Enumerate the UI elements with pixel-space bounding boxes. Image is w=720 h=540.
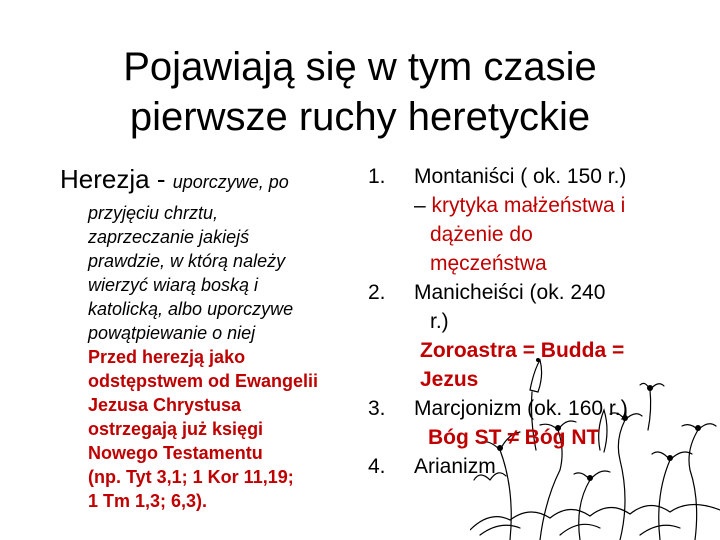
- list-line: r.): [430, 310, 449, 333]
- list-line-red: Bóg ST ≠ Bóg NT: [428, 426, 600, 449]
- term-label: Herezja -: [60, 164, 173, 194]
- new-testament-warning: [88, 345, 360, 513]
- list-number: 2.: [368, 281, 386, 304]
- definition-line: wierzyć wiarą boską i: [88, 275, 259, 295]
- list-item-manicheans: [368, 278, 708, 394]
- title-line-2: pierwsze ruchy heretyckie: [129, 95, 591, 139]
- warning-line: 1 Tm 1,3; 6,3).: [88, 491, 208, 511]
- list-line-red: dążenie do: [430, 223, 533, 246]
- list-line: – krytyka małżeństwa i: [414, 194, 626, 217]
- list-line: Montaniści ( ok. 150 r.): [414, 165, 627, 188]
- heresy-definition-block: [60, 162, 360, 513]
- list-line-red: Jezus: [420, 368, 479, 391]
- warning-line: (np. Tyt 3,1; 1 Kor 11,19;: [88, 467, 294, 487]
- definition-line: przyjęciu chrztu,: [88, 203, 219, 223]
- warning-line: Nowego Testamentu: [88, 443, 263, 463]
- list-item-arianism: [368, 452, 708, 481]
- list-line-red: krytyka małżeństwa i: [431, 194, 626, 217]
- heresy-list: [368, 162, 708, 481]
- list-number: 3.: [368, 397, 386, 420]
- list-line: Manicheiści (ok. 240: [414, 281, 606, 304]
- warning-line: odstępstwem od Ewangelii: [88, 371, 319, 391]
- list-line: Marcjonizm (ok. 160 r.): [414, 397, 628, 420]
- warning-line: ostrzegają już księgi: [88, 419, 264, 439]
- title-line-1: Pojawiają się w tym czasie: [123, 45, 597, 89]
- list-line: Arianizm: [414, 455, 496, 478]
- list-number: 4.: [368, 455, 386, 478]
- list-number: 1.: [368, 165, 386, 188]
- definition-line: prawdzie, w którą należy: [88, 251, 286, 271]
- list-line-red: Zoroastra = Budda =: [420, 339, 625, 362]
- definition-line-0: uporczywe, po: [172, 172, 289, 192]
- list-line-red: męczeństwa: [430, 252, 547, 275]
- warning-line: Jezusa Chrystusa: [88, 395, 242, 415]
- list-item-montanists: [368, 162, 708, 278]
- definition-line: zaprzeczanie jakiejś: [88, 227, 250, 247]
- slide-title: [0, 42, 720, 142]
- warning-line: Przed herezją jako: [88, 347, 246, 367]
- definition-text: [88, 201, 360, 345]
- definition-line: powątpiewanie o niej: [88, 323, 256, 343]
- term-line: [60, 162, 360, 199]
- list-item-marcionism: [368, 394, 708, 452]
- definition-line: katolicką, albo uporczywe: [88, 299, 294, 319]
